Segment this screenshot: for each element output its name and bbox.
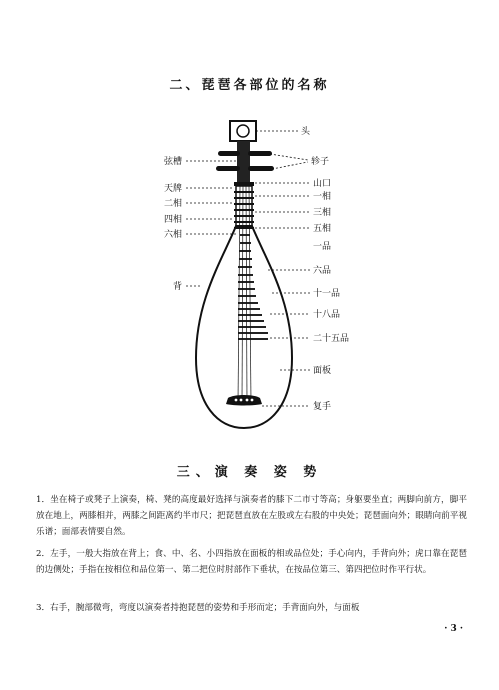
label-tianpai: 天牌 [164, 184, 183, 194]
label-erxiang: 二相 [164, 199, 183, 209]
label-liuxiang: 六相 [164, 230, 183, 240]
page-number: · 3 · [444, 624, 463, 634]
pipa-bridge [226, 395, 262, 406]
pipa-pegbox [237, 141, 250, 183]
label-yipin: 一品 [313, 242, 332, 252]
pipa-head [230, 121, 256, 141]
label-ershiwupin: 二十五品 [313, 334, 350, 344]
label-liupin: 六品 [313, 266, 332, 276]
label-shankou: 山口 [313, 179, 332, 189]
label-zhouzi: 轸子 [311, 157, 330, 167]
paragraph-3: 3．右手，腕部微弯，弯度以演奏者持抱琵琶的姿势和手形而定；手背面向外，与面板 [36, 603, 360, 613]
label-mianban: 面板 [313, 366, 332, 376]
label-sixiang: 四相 [164, 215, 183, 225]
label-tou: 头 [301, 127, 311, 137]
label-shiyipin: 十一品 [313, 289, 341, 299]
label-shibapin: 十八品 [313, 310, 341, 320]
label-fushou: 复手 [313, 402, 332, 412]
label-yixiang: 一相 [313, 192, 332, 202]
label-bei: 背 [173, 282, 183, 292]
label-wuxiang: 五相 [313, 224, 332, 234]
paragraph-1: 1．坐在椅子或凳子上演奏，椅、凳的高度最好选择与演奏者的膝下二市寸等高；身躯要坐直；两脚向前方，脚平放在地上，两膝相并，两膝之间距离约半市尺；把琵琶直放在左股或左右股的中央处；琵琶面向外；眼睛向前平视乐谱；面部表情要自然。 [36, 495, 467, 537]
label-sanxiang: 三相 [313, 208, 332, 218]
paragraph-2: 2．左手，一般大指放在背上；食、中、名、小四指放在面板的相或品位处；手心向内，手背向外；虎口靠在琵琶的边侧处；手指在按相位和品位第一、第二把位时肘部作下垂状，在按品位第三、第四把位时作平行状。 [36, 549, 467, 575]
section-title-parts: 二、琵琶各部位的名称 [169, 78, 330, 93]
section-title-posture: 三、演 奏 姿 势 [176, 465, 323, 480]
pipa-frets-xiang [234, 192, 254, 228]
label-xiancao: 弦槽 [164, 157, 183, 167]
